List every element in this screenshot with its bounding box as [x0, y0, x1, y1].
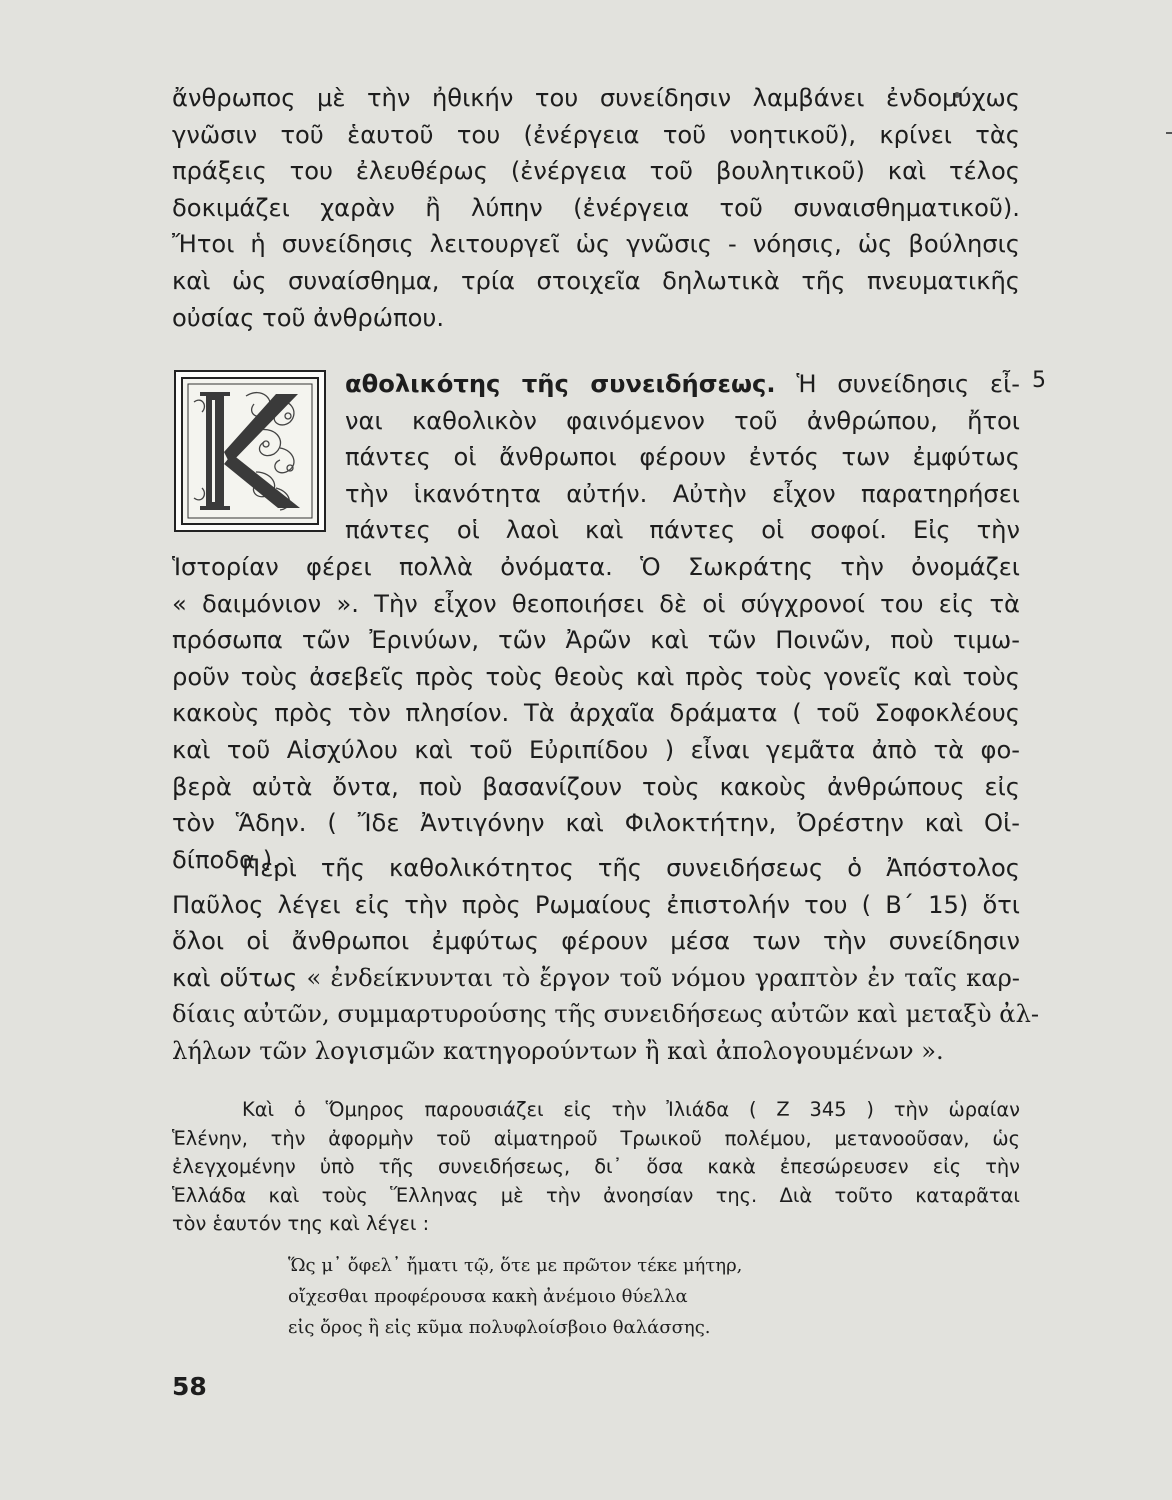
text-line: Ἱστορίαν φέρει πολλὰ ὀνόματα. Ὁ Σωκράτης τὴν ὀνομάζει [172, 552, 1020, 581]
text-line: ροῦν τοὺς ἀσεβεῖς πρὸς τοὺς θεοὺς καὶ πρὸς τοὺς γονεῖς καὶ τοὺς [172, 662, 1020, 691]
homer-note [172, 1096, 1020, 1239]
verse-line: εἰς ὄρος ἢ εἰς κῦμα πολυφλοίσβοιο θαλάσσης. [288, 1317, 711, 1338]
scripture-quote-line: λήλων τῶν λογισμῶν κατηγορούντων ἢ καὶ ἀπολογουμένων ». [172, 1036, 944, 1065]
text-line [172, 960, 1020, 997]
text-line: Ἤτοι ἡ συνείδησις λειτουργεῖ ὡς γνῶσις - νόησις, ὡς βούλησις [172, 230, 1020, 259]
text-line: δίποδα ). [172, 845, 280, 874]
text-line: « δαιμόνιον ». Τὴν εἶχον θεοποιήσει δὲ οἱ σύγχρονοί του εἰς τὰ [172, 589, 1020, 618]
verse-line: οἴχεσθαι προφέρουσα κακὴ ἀνέμοιο θύελλα [288, 1286, 688, 1307]
text-line: τὸν ἑαυτόν της καὶ λέγει : [172, 1212, 430, 1235]
text-fragment: Ἡ συνείδησις εἶ- [796, 370, 1020, 398]
page-number: 58 [172, 1372, 207, 1401]
text-line: τὸν Ἅδην. ( Ἴδε Ἀντιγόνην καὶ Φιλοκτήτην, Ὀρέστην καὶ Οἰ- [172, 809, 1020, 838]
text-line: καὶ ὡς συναίσθημα, τρία στοιχεῖα δηλωτικὰ τῆς πνευματικῆς [172, 266, 1020, 295]
paul-paragraph [172, 850, 1040, 1070]
verse-line: Ὥς μ᾽ ὄφελ᾽ ἤματι τῷ, ὅτε με πρῶτον τέκε μήτηρ, [288, 1255, 743, 1276]
text-line: βερὰ αὐτὰ ὄντα, ποὺ βασανίζουν τοὺς κακοὺς ἀνθρώπους εἰς [172, 772, 1020, 801]
text-line: δοκιμάζει χαρὰν ἢ λύπην (ἐνέργεια τοῦ συναισθηματικοῦ). [172, 193, 1020, 222]
text-line: ἄνθρωπος μὲ τὴν ἠθικήν του συνείδησιν λαμβάνει ἐνδομύχως [172, 84, 1020, 112]
text-line: Ἑλένην, τὴν ἀφορμὴν τοῦ αἱματηροῦ Τρωικοῦ πολέμου, μετανοοῦσαν, ὡς [172, 1126, 1020, 1150]
text-line: πάντες οἱ ἄνθρωποι φέρουν ἐντός των ἐμφύτως [345, 443, 1020, 472]
text-line: ὅλοι οἱ ἄνθρωποι ἐμφύτως φέρουν μέσα των τὴν συνείδησιν [172, 927, 1020, 956]
text-line: πράξεις του ἐλευθέρως (ἐνέργεια τοῦ βουλητικοῦ) καὶ τέλος [172, 157, 1020, 186]
text-line: Καὶ ὁ Ὅμηρος παρουσιάζει εἰς τὴν Ἰλιάδα ( Ζ 345 ) τὴν ὡραίαν [242, 1098, 1020, 1121]
section-catholicity [172, 366, 1020, 878]
text-line: Περὶ τῆς καθολικότητος τῆς συνειδήσεως ὁ Ἀπόστολος [242, 854, 1020, 882]
text-fragment: καὶ οὕτως [172, 963, 298, 992]
text-line: πρόσωπα τῶν Ἐρινύων, τῶν Ἀρῶν καὶ τῶν Ποινῶν, ποὺ τιμω- [172, 626, 1020, 655]
text-line: ἐλεγχομένην ὑπὸ τῆς συνειδήσεως, δι᾽ ὅσα κακὰ ἐπεσώρευσεν εἰς τὴν [172, 1155, 1020, 1178]
homer-verse [288, 1250, 742, 1343]
text-line: ναι καθολικὸν φαινόμενον τοῦ ἀνθρώπου, ἤτοι [345, 406, 1020, 435]
text-line: πάντες οἱ λαοὶ καὶ πάντες οἱ σοφοί. Εἰς τὴν [345, 516, 1020, 545]
text-line: τὴν ἱκανότητα αὐτήν. Αὐτὴν εἶχον παρατηρήσει [345, 479, 1020, 508]
scripture-quote: « ἐνδείκνυνται τὸ ἔργον τοῦ νόμου γραπτὸν ἐν ταῖς καρ- [306, 963, 1020, 992]
section-first-line [345, 366, 1020, 403]
text-line: καὶ τοῦ Αἰσχύλου καὶ τοῦ Εὐριπίδου ) εἶναι γεμᾶτα ἀπὸ τὰ φο- [172, 735, 1020, 764]
text-line: κακοὺς πρὸς τὸν πλησίον. Τὰ ἀρχαῖα δράματα ( τοῦ Σοφοκλέους [172, 699, 1020, 728]
text-line: γνῶσιν τοῦ ἑαυτοῦ του (ἐνέργεια τοῦ νοητικοῦ), κρίνει τὰς [172, 120, 1020, 149]
text-line: οὐσίας τοῦ ἀνθρώπου. [172, 303, 445, 332]
text-line: Παῦλος λέγει εἰς τὴν πρὸς Ρωμαίους ἐπιστολήν του ( Β΄ 15) ὅτι [172, 890, 1020, 919]
margin-line-number: 5 [1032, 368, 1046, 393]
margin-mark [1166, 132, 1172, 134]
section-heading: αθολικότης τῆς συνειδήσεως. [345, 370, 776, 398]
text-line: Ἑλλάδα καὶ τοὺς Ἕλληνας μὲ τὴν ἀνοησίαν της. Διὰ τοῦτο καταρᾶται [172, 1183, 1020, 1207]
scripture-quote-line: δίαις αὐτῶν, συμμαρτυρούσης τῆς συνειδήσεως αὐτῶν καὶ μεταξὺ ἀλ- [172, 1000, 1040, 1029]
intro-paragraph [172, 80, 1020, 336]
